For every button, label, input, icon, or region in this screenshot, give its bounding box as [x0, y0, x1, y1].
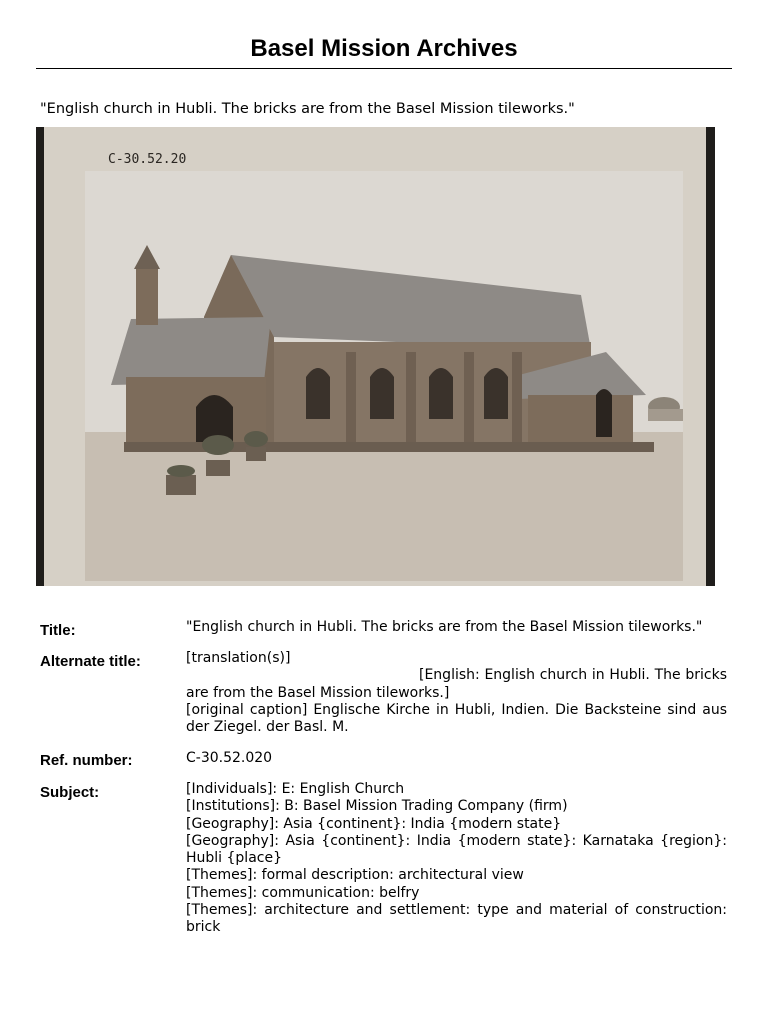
subject-item: [Themes]: formal description: architectural view: [186, 867, 524, 884]
subject-item: [Themes]: architecture and settlement: type and material of construction: brick: [186, 902, 727, 936]
alternate-title-label: Alternate title:: [40, 653, 141, 670]
subject-item: [Themes]: communication: belfry: [186, 884, 420, 901]
subject-list: [186, 781, 727, 937]
subject-label: Subject:: [40, 784, 100, 801]
alternate-title-value: [186, 650, 727, 736]
page-title: Basel Mission Archives: [250, 35, 518, 62]
ref-number-value: C-30.52.020: [186, 750, 273, 766]
subject-item: [Individuals]: E: English Church: [186, 781, 405, 797]
alternate-title-line-1: [translation(s)]: [186, 650, 291, 666]
alternate-title-line-3: [original caption] Englische Kirche in Hubli, Indien. Die Backsteine sind aus der Ziegel. der Basl. M.: [186, 701, 727, 736]
alternate-title-line-2: [English: English church in Hubli. The bricks are from the Basel Mission tileworks.]: [186, 667, 727, 701]
title-divider: [36, 68, 732, 69]
ref-number-label: Ref. number:: [40, 752, 133, 769]
subject-item: [Geography]: Asia {continent}: India {modern state}: [186, 815, 562, 832]
title-label: Title:: [40, 622, 76, 639]
church-photograph: [36, 127, 715, 586]
photo-caption: "English church in Hubli. The bricks are from the Basel Mission tileworks.": [40, 101, 575, 117]
subject-item: [Geography]: Asia {continent}: India {modern state}: Karnataka {region}: Hubli {place}: [186, 832, 727, 867]
subject-item: [Institutions]: B: Basel Mission Trading Company (firm): [186, 798, 568, 815]
title-value: "English church in Hubli. The bricks are from the Basel Mission tileworks.": [186, 619, 703, 635]
negative-number: C-30.52.20: [108, 152, 187, 167]
